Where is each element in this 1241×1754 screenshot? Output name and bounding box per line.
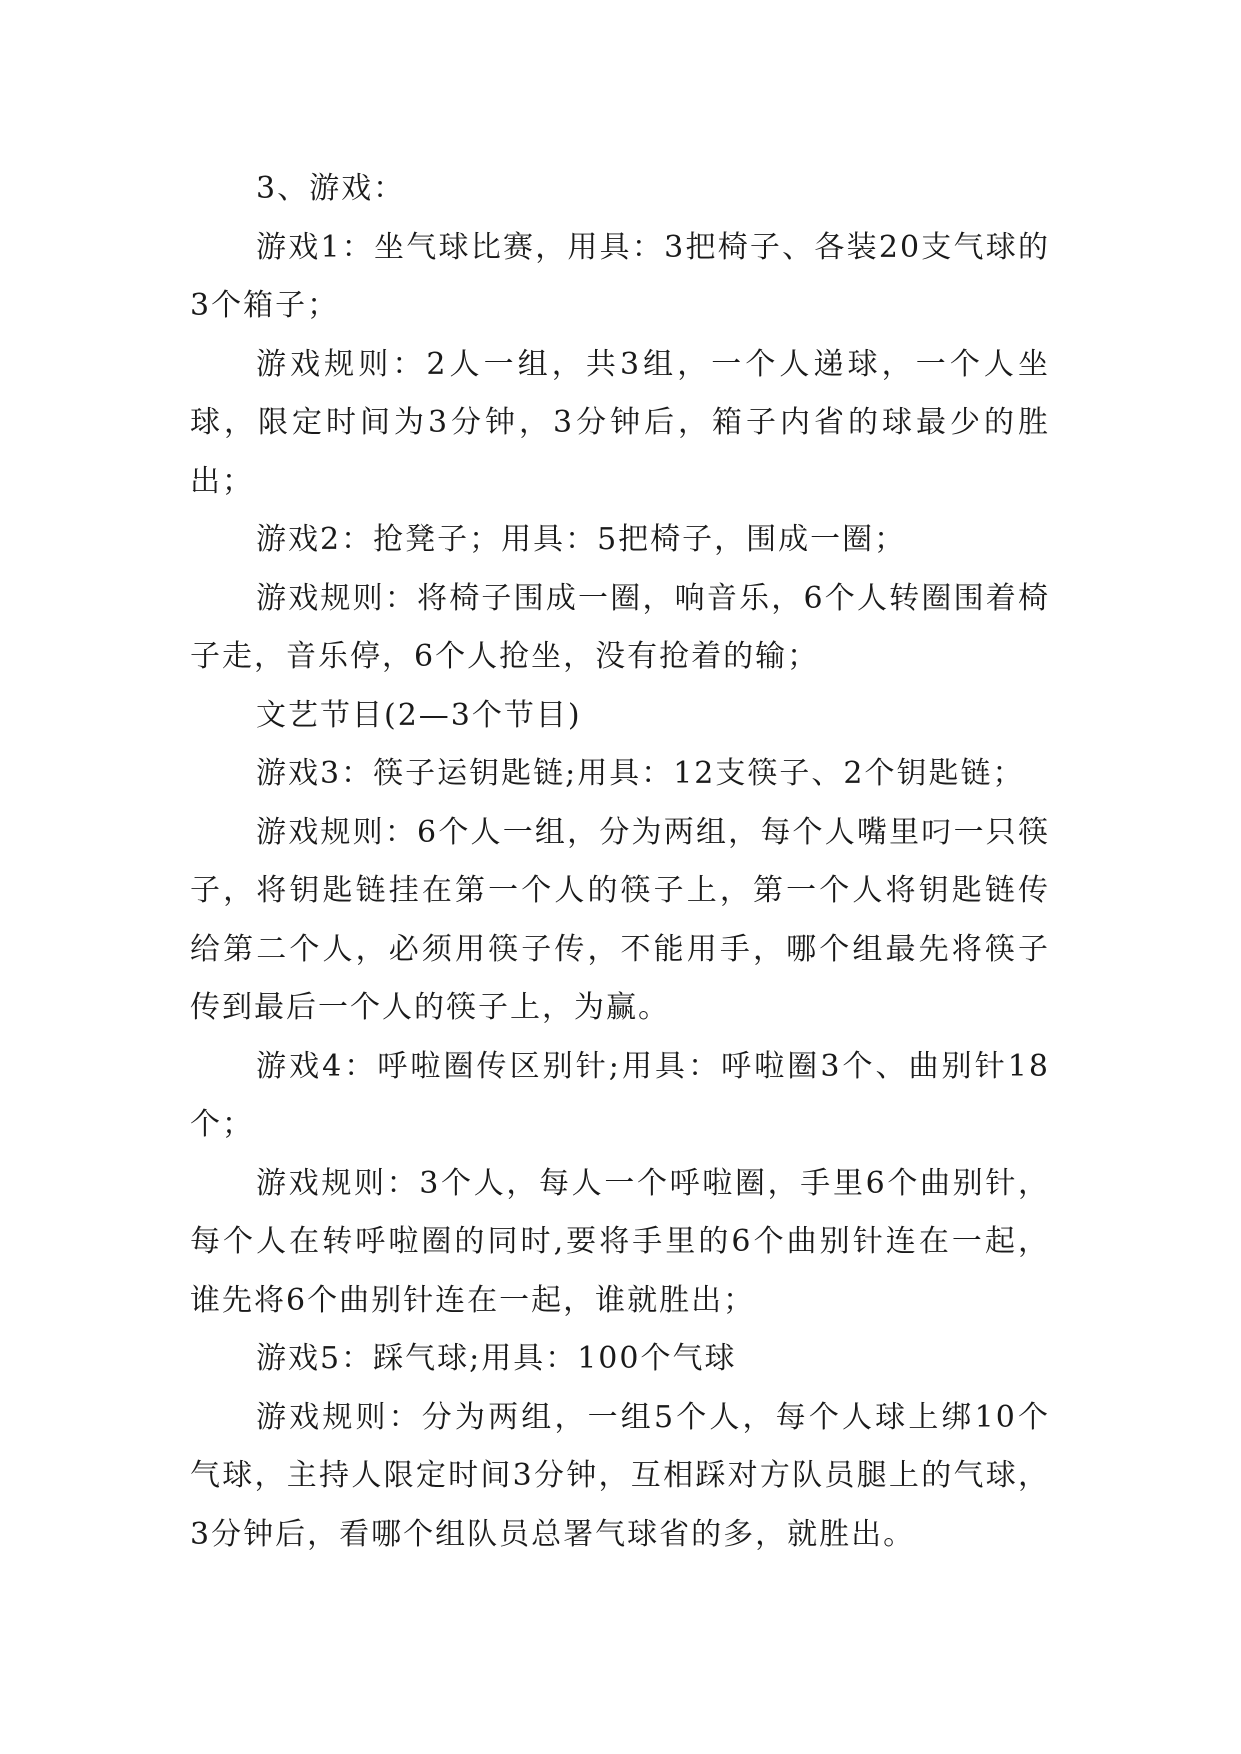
paragraph-game-4-rules: 游戏规则：3个人，每人一个呼啦圈，手里6个曲别针，每个人在转呼啦圈的同时,要将手里的6个曲别针连在一起，谁先将6个曲别针连在一起，谁就胜出；	[190, 1165, 1050, 1318]
paragraph-game-3-rules: 游戏规则：6个人一组，分为两组，每个人嘴里叼一只筷子，将钥匙链挂在第一个人的筷子上，第一个人将钥匙链传给第二个人，必须用筷子传，不能用手，哪个组最先将筷子传到最后一个人的筷子上，为赢。	[190, 814, 1050, 1025]
paragraph-section-heading: 3、游戏：	[256, 171, 406, 206]
paragraph-game-1-rules: 游戏规则：2人一组，共3组，一个人递球，一个人坐球，限定时间为3分钟，3分钟后，箱子内省的球最少的胜出；	[190, 346, 1050, 499]
paragraph-game-5: 游戏5：踩气球;用具：100个气球	[256, 1341, 737, 1376]
document-body	[190, 160, 1050, 1564]
paragraph-performance: 文艺节目(2—3个节目)	[256, 697, 582, 733]
paragraph-game-2-rules: 游戏规则：将椅子围成一圈，响音乐，6个人转圈围着椅子走，音乐停，6个人抢坐，没有抢着的输；	[190, 580, 1050, 674]
paragraph-game-3: 游戏3：筷子运钥匙链;用具：12支筷子、2个钥匙链；	[256, 756, 1025, 791]
paragraph-game-5-rules: 游戏规则：分为两组，一组5个人，每个人球上绑10个气球，主持人限定时间3分钟，互相踩对方队员腿上的气球，3分钟后，看哪个组队员总署气球省的多，就胜出。	[190, 1399, 1050, 1552]
paragraph-game-1: 游戏1：坐气球比赛，用具：3把椅子、各装20支气球的3个箱子；	[190, 229, 1050, 323]
paragraph-game-2: 游戏2：抢凳子；用具：5把椅子，围成一圈；	[256, 522, 907, 557]
paragraph-game-4: 游戏4：呼啦圈传区别针;用具：呼啦圈3个、曲别针18个；	[190, 1048, 1050, 1142]
